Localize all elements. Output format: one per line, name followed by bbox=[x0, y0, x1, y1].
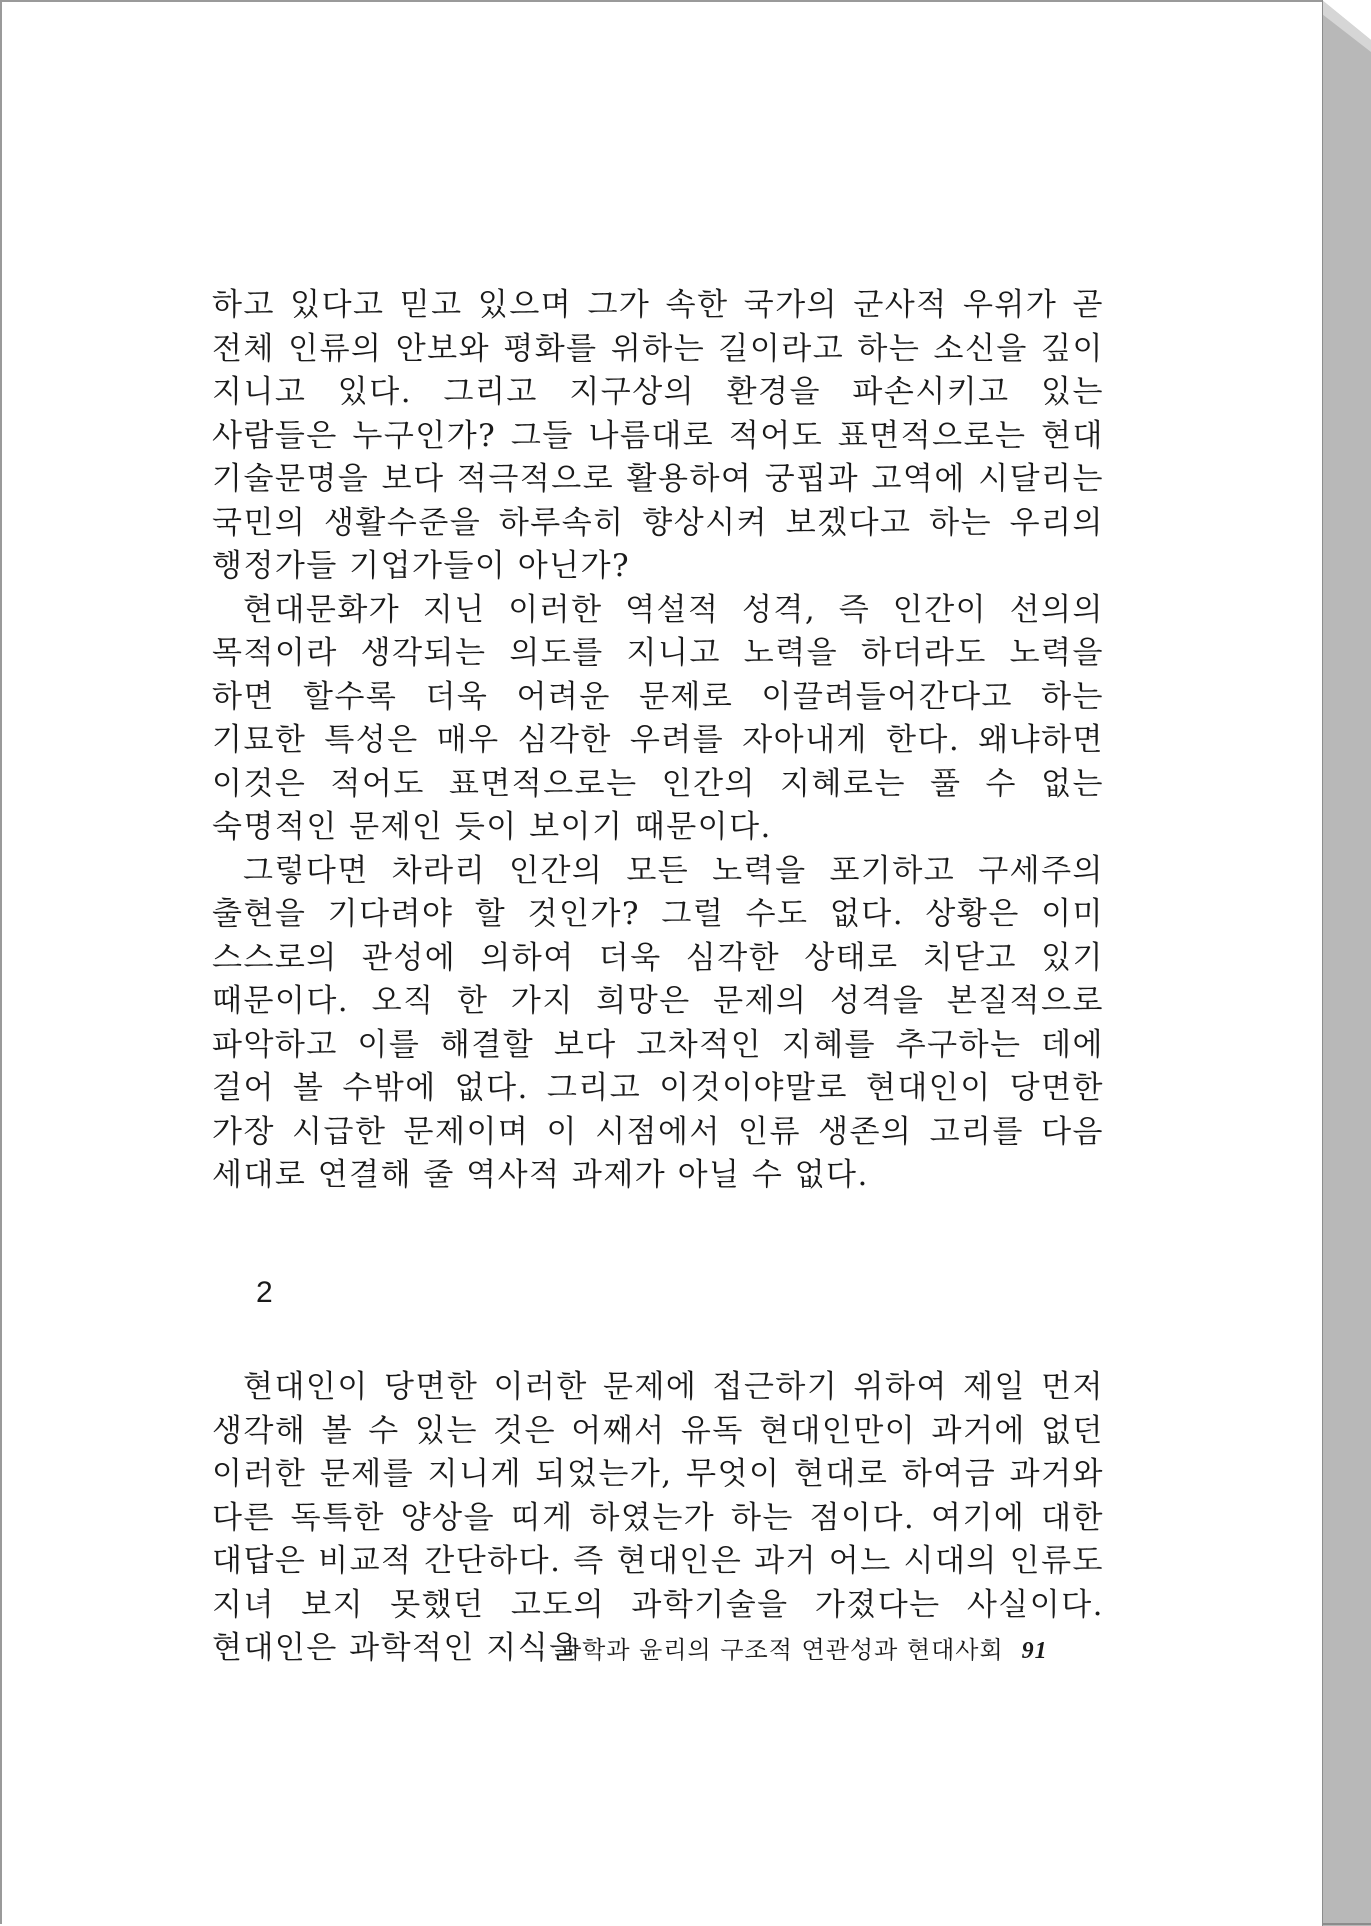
page-number: 91 bbox=[1021, 1638, 1048, 1664]
paragraph: 하고 있다고 믿고 있으며 그가 속한 국가의 군사적 우위가 곧 전체 인류의 안보와 평화를 위하는 길이라고 하는 소신을 깊이 지니고 있다. 그리고 지구상의 환경을 파손시키고 있는 사람들은 누구인가? 그들 나름대로 적어도 표면적으로는 현대 기술문명을 보다 적극적으로 활용하여 궁핍과 고역에 시달리는 국민의 생활수준을 하루속히 향상시켜 보겠다고 하는 우리의 행정가들 기업가들이 아닌가? bbox=[212, 287, 1104, 584]
body-text-section-2 bbox=[212, 1366, 1104, 1671]
section-number: 2 bbox=[256, 1276, 273, 1309]
page-spine-edge bbox=[1322, 0, 1371, 1926]
running-title: 과학과 윤리의 구조적 연관성과 현대사회 bbox=[558, 1636, 1004, 1664]
body-text-section-1 bbox=[212, 284, 1104, 1198]
paragraph: 현대인이 당면한 이러한 문제에 접근하기 위하여 제일 먼저 생각해 볼 수 있는 것은 어째서 유독 현대인만이 과거에 없던 이러한 문제를 지니게 되었는가, 무엇이 현대로 하여금 과거와 다른 독특한 양상을 띠게 하였는가 하는 점이다. 여기에 대한 대답은 비교적 간단하다. 즉 현대인은 과거 어느 시대의 인류도 지녀 보지 못했던 고도의 과학기술을 가졌다는 사실이다. 현대인은 과학적인 지식을 bbox=[212, 1369, 1104, 1666]
paragraph: 현대문화가 지닌 이러한 역설적 성격, 즉 인간이 선의의 목적이라 생각되는 의도를 지니고 노력을 하더라도 노력을 하면 할수록 더욱 어려운 문제로 이끌려들어간다고 하는 기묘한 특성은 매우 심각한 우려를 자아내게 한다. 왜냐하면 이것은 적어도 표면적으로는 인간의 지혜로는 풀 수 없는 숙명적인 문제인 듯이 보이기 때문이다. bbox=[212, 591, 1104, 845]
paragraph: 그렇다면 차라리 인간의 모든 노력을 포기하고 구세주의 출현을 기다려야 할 것인가? 그럴 수도 없다. 상황은 이미 스스로의 관성에 의하여 더욱 심각한 상태로 치닫고 있기 때문이다. 오직 한 가지 희망은 문제의 성격을 본질적으로 파악하고 이를 해결할 보다 고차적인 지혜를 추구하는 데에 걸어 볼 수밖에 없다. 그리고 이것이야말로 현대인이 당면한 가장 시급한 문제이며 이 시점에서 인류 생존의 고리를 다음 세대로 연결해 줄 역사적 과제가 아닐 수 없다. bbox=[212, 852, 1104, 1193]
running-footer bbox=[558, 1630, 1078, 1665]
